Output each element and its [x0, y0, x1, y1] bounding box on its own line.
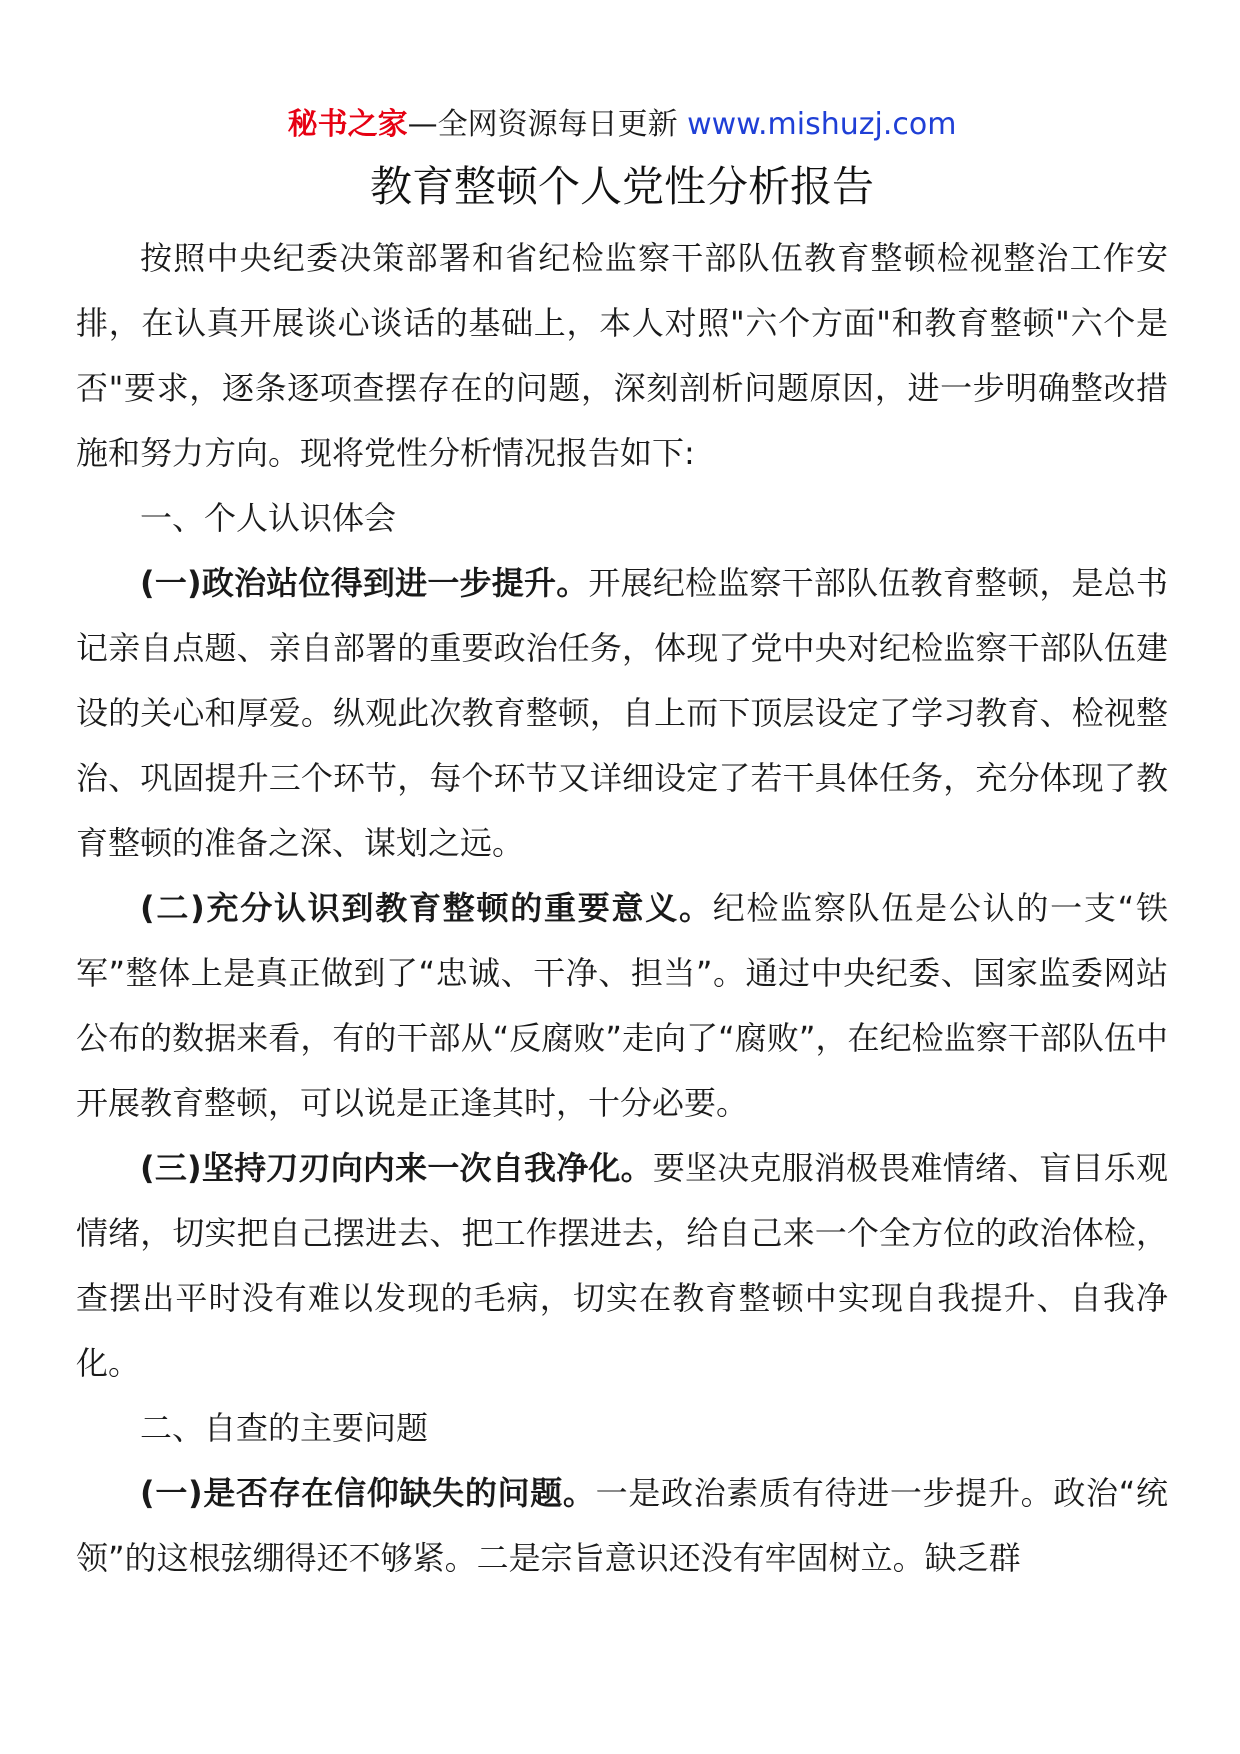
document-title: 教育整顿个人党性分析报告 [369, 162, 874, 211]
paragraph-text: 纪检监察队伍是公认的一支“铁军”整体上是真正做到了“忠诚、干净、担当”。通过中央纪委、国家监委网站公布的数据来看，有的干部从“反腐败”走向了“腐败”，在纪检监察干部队伍中开展教育整顿，可以说是正逢其时，十分必要。 [76, 889, 1168, 1122]
site-brand: 秘书之家 [287, 107, 408, 142]
subsection-paragraph-1-1 [76, 551, 1168, 876]
intro-paragraph [76, 226, 1168, 486]
paragraph-text: 按照中央纪委决策部署和省纪检监察干部队伍教育整顿检视整治工作安排，在认真开展谈心谈话的基础上，本人对照"六个方面"和教育整顿"六个是否"要求，逐条逐项查摆存在的问题，深刻剖析问题原因，进一步明确整改措施和努力方向。现将党性分析情况报告如下: [76, 239, 1168, 472]
subsection-paragraph-1-3 [76, 1136, 1168, 1396]
paragraph-lead: (二)充分认识到教育整顿的重要意义。 [140, 889, 713, 927]
paragraph-text: 要坚决克服消极畏难情绪、盲目乐观情绪，切实把自己摆进去、把工作摆进去，给自己来一个全方位的政治体检，查摆出平时没有难以发现的毛病，切实在教育整顿中实现自我提升、自我净化。 [76, 1149, 1168, 1382]
section-heading-1 [76, 486, 1168, 551]
paragraph-text: 一是政治素质有待进一步提升。政治“统领”的这根弦绷得还不够紧。二是宗旨意识还没有牢固树立。缺乏群 [76, 1474, 1168, 1577]
document-body [76, 226, 1168, 1591]
paragraph-text: 一、个人认识体会 [140, 499, 397, 537]
paragraph-text: 开展纪检监察干部队伍教育整顿，是总书记亲自点题、亲自部署的重要政治任务，体现了党中央对纪检监察干部队伍建设的关心和厚爱。纵观此次教育整顿，自上而下顶层设定了学习教育、检视整治、巩固提升三个环节，每个环节又详细设定了若干具体任务，充分体现了教育整顿的准备之深、谋划之远。 [76, 564, 1168, 862]
site-url-link[interactable]: www.mishuzj.com [687, 107, 957, 142]
paragraph-lead: (一)政治站位得到进一步提升。 [140, 564, 589, 602]
subsection-paragraph-1-2 [76, 876, 1168, 1136]
paragraph-lead: (一)是否存在信仰缺失的问题。 [140, 1474, 596, 1512]
site-tagline: —全网资源每日更新 [407, 107, 688, 142]
paragraph-lead: (三)坚持刀刃向内来一次自我净化。 [140, 1149, 653, 1187]
paragraph-text: 二、自查的主要问题 [140, 1409, 429, 1447]
site-header [76, 100, 1168, 150]
section-heading-2 [76, 1396, 1168, 1461]
subsection-paragraph-2-1 [76, 1461, 1168, 1591]
